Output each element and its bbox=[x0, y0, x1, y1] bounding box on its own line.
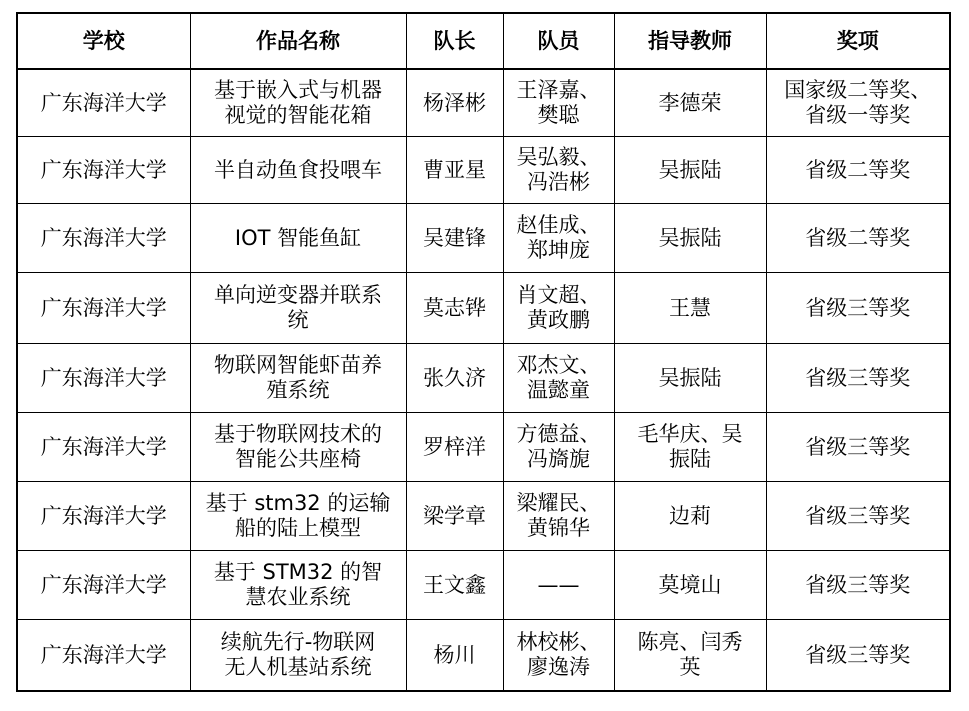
advisor-cell bbox=[614, 69, 766, 137]
advisor-cell-line: 吴振陆 bbox=[658, 365, 722, 390]
table-row bbox=[17, 137, 950, 204]
work-name-cell bbox=[190, 273, 406, 344]
advisor-cell bbox=[614, 204, 766, 273]
school-cell: 广东海洋大学 bbox=[17, 137, 190, 204]
captain-cell: 杨川 bbox=[406, 620, 503, 692]
award-cell-line: 省级三等奖 bbox=[805, 503, 911, 528]
work-name-cell bbox=[190, 204, 406, 273]
table-row bbox=[17, 69, 950, 137]
work-name-cell-line: 基于嵌入式与机器 bbox=[214, 78, 382, 102]
award-cell bbox=[766, 204, 950, 273]
award-cell-line: 国家级二等奖、 bbox=[784, 78, 932, 102]
header-advisor: 指导教师 bbox=[614, 13, 766, 69]
advisor-cell-line: 吴振陆 bbox=[658, 157, 722, 182]
award-cell-line: 省级二等奖 bbox=[805, 157, 911, 182]
header-award: 奖项 bbox=[766, 13, 950, 69]
award-cell-line: 省级三等奖 bbox=[805, 572, 911, 597]
school-cell: 广东海洋大学 bbox=[17, 204, 190, 273]
members-cell-line: 王泽嘉、 bbox=[516, 78, 601, 102]
work-name-cell bbox=[190, 620, 406, 692]
advisor-cell-line: 王慧 bbox=[669, 295, 711, 320]
work-name-cell-line: 基于 stm32 的运输 bbox=[205, 491, 391, 515]
work-name-cell bbox=[190, 413, 406, 482]
award-cell bbox=[766, 137, 950, 204]
work-name-cell-line: 殖系统 bbox=[266, 378, 330, 402]
advisor-cell-line: 英 bbox=[679, 655, 701, 679]
members-cell bbox=[503, 344, 614, 413]
advisor-cell-line: 吴振陆 bbox=[658, 225, 722, 250]
award-cell-line: 省级三等奖 bbox=[805, 295, 911, 320]
members-cell-line: 廖逸涛 bbox=[527, 655, 590, 679]
award-cell bbox=[766, 620, 950, 692]
work-name-cell-line: 续航先行-物联网 bbox=[220, 630, 376, 654]
award-cell bbox=[766, 413, 950, 482]
header-school: 学校 bbox=[17, 13, 190, 69]
school-cell: 广东海洋大学 bbox=[17, 69, 190, 137]
award-cell-line: 省级二等奖 bbox=[805, 225, 911, 250]
advisor-cell-line: 莫境山 bbox=[658, 572, 722, 597]
members-cell-line: 林校彬、 bbox=[516, 630, 601, 654]
advisor-cell bbox=[614, 482, 766, 551]
advisor-cell bbox=[614, 413, 766, 482]
captain-cell: 吴建锋 bbox=[406, 204, 503, 273]
award-cell-line: 省级一等奖 bbox=[805, 103, 911, 127]
members-cell-line: 方德益、 bbox=[516, 422, 601, 446]
work-name-cell-line: IOT 智能鱼缸 bbox=[234, 225, 362, 250]
award-table bbox=[16, 12, 951, 692]
work-name-cell-line: 慧农业系统 bbox=[245, 585, 351, 609]
members-cell-line: 肖文超、 bbox=[516, 283, 601, 307]
advisor-cell-line: 边莉 bbox=[669, 503, 711, 528]
school-cell: 广东海洋大学 bbox=[17, 482, 190, 551]
award-cell-line: 省级三等奖 bbox=[805, 434, 911, 459]
table-row bbox=[17, 204, 950, 273]
advisor-cell-line: 毛华庆、吴 bbox=[637, 422, 743, 446]
work-name-cell-line: 基于 STM32 的智 bbox=[213, 560, 383, 584]
advisor-cell-line: 陈亮、闫秀 bbox=[637, 630, 743, 654]
members-cell bbox=[503, 273, 614, 344]
advisor-cell bbox=[614, 273, 766, 344]
members-cell-line: 吴弘毅、 bbox=[516, 145, 601, 169]
table-row bbox=[17, 344, 950, 413]
school-cell: 广东海洋大学 bbox=[17, 551, 190, 620]
members-cell-line: 黄政鹏 bbox=[527, 308, 590, 332]
captain-cell: 梁学章 bbox=[406, 482, 503, 551]
work-name-cell-line: 基于物联网技术的 bbox=[214, 422, 382, 446]
work-name-cell-line: 视觉的智能花箱 bbox=[224, 103, 372, 127]
work-name-cell-line: 智能公共座椅 bbox=[235, 447, 361, 471]
school-cell: 广东海洋大学 bbox=[17, 273, 190, 344]
members-cell-line: 梁耀民、 bbox=[516, 491, 601, 515]
captain-cell: 杨泽彬 bbox=[406, 69, 503, 137]
table-body bbox=[17, 69, 950, 691]
work-name-cell bbox=[190, 482, 406, 551]
award-cell bbox=[766, 69, 950, 137]
members-cell-line: 冯旖旎 bbox=[527, 447, 590, 471]
members-cell bbox=[503, 137, 614, 204]
school-cell: 广东海洋大学 bbox=[17, 413, 190, 482]
work-name-cell-line: 半自动鱼食投喂车 bbox=[214, 157, 382, 182]
header-captain: 队长 bbox=[406, 13, 503, 69]
award-cell bbox=[766, 344, 950, 413]
members-cell-line: 黄锦华 bbox=[527, 516, 590, 540]
captain-cell: 莫志铧 bbox=[406, 273, 503, 344]
header-row bbox=[17, 13, 950, 69]
captain-cell: 张久济 bbox=[406, 344, 503, 413]
work-name-cell-line: 船的陆上模型 bbox=[235, 516, 361, 540]
table-row bbox=[17, 551, 950, 620]
advisor-cell bbox=[614, 344, 766, 413]
members-cell bbox=[503, 69, 614, 137]
school-cell: 广东海洋大学 bbox=[17, 620, 190, 692]
work-name-cell bbox=[190, 551, 406, 620]
members-cell bbox=[503, 551, 614, 620]
members-cell-line: 赵佳成、 bbox=[516, 213, 601, 237]
award-cell bbox=[766, 273, 950, 344]
members-cell bbox=[503, 204, 614, 273]
award-cell bbox=[766, 482, 950, 551]
table-row bbox=[17, 273, 950, 344]
members-cell-line: 邓杰文、 bbox=[516, 353, 601, 377]
advisor-cell-line: 李德荣 bbox=[658, 90, 722, 115]
members-cell-line: 冯浩彬 bbox=[527, 170, 590, 194]
members-cell bbox=[503, 413, 614, 482]
work-name-cell-line: 单向逆变器并联系 bbox=[214, 283, 382, 307]
captain-cell: 王文鑫 bbox=[406, 551, 503, 620]
school-cell: 广东海洋大学 bbox=[17, 344, 190, 413]
header-members: 队员 bbox=[503, 13, 614, 69]
advisor-cell bbox=[614, 551, 766, 620]
work-name-cell-line: 物联网智能虾苗养 bbox=[214, 353, 382, 377]
work-name-cell-line: 无人机基站系统 bbox=[224, 655, 372, 679]
work-name-cell bbox=[190, 137, 406, 204]
members-cell-line: —— bbox=[537, 572, 580, 597]
table-row bbox=[17, 620, 950, 692]
award-cell bbox=[766, 551, 950, 620]
header-work-name: 作品名称 bbox=[190, 13, 406, 69]
advisor-cell bbox=[614, 620, 766, 692]
captain-cell: 罗梓洋 bbox=[406, 413, 503, 482]
advisor-cell-line: 振陆 bbox=[669, 447, 711, 471]
award-cell-line: 省级三等奖 bbox=[805, 365, 911, 390]
table-row bbox=[17, 413, 950, 482]
members-cell-line: 樊聪 bbox=[537, 103, 580, 127]
work-name-cell-line: 统 bbox=[287, 308, 309, 332]
table-row bbox=[17, 482, 950, 551]
members-cell-line: 温懿童 bbox=[527, 378, 590, 402]
award-cell-line: 省级三等奖 bbox=[805, 642, 911, 667]
captain-cell: 曹亚星 bbox=[406, 137, 503, 204]
members-cell-line: 郑坤庞 bbox=[527, 238, 590, 262]
advisor-cell bbox=[614, 137, 766, 204]
members-cell bbox=[503, 620, 614, 692]
members-cell bbox=[503, 482, 614, 551]
work-name-cell bbox=[190, 69, 406, 137]
work-name-cell bbox=[190, 344, 406, 413]
